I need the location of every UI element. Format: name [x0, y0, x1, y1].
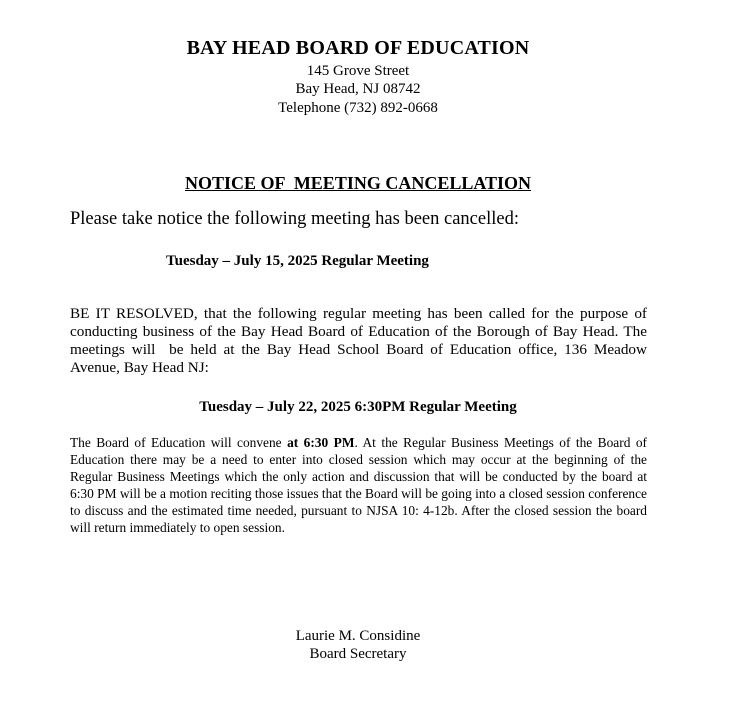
- resolution-paragraph: BE IT RESOLVED, that the following regular meeting has been called for the purpose of conducting business of the Bay Head Board of Education of the Borough of Bay Head. The meetings will be held at the Bay Head School Board of Education office, 136 Meadow Avenue, Bay Head NJ:: [70, 305, 651, 376]
- convene-lead: The Board of Education will convene: [70, 435, 288, 450]
- convene-time: at 6:30 PM: [287, 435, 355, 450]
- org-name: BAY HEAD BOARD OF EDUCATION: [186, 37, 530, 59]
- address-street: 145 Grove Street: [306, 63, 410, 79]
- telephone: Telephone (732) 892-0668: [278, 100, 438, 116]
- address-city: Bay Head, NJ 08742: [295, 81, 421, 97]
- signature-title: Board Secretary: [309, 646, 407, 662]
- new-meeting: Tuesday – July 22, 2025 6:30PM Regular Meeting: [199, 399, 517, 415]
- cancelled-meeting: Tuesday – July 15, 2025 Regular Meeting: [166, 253, 429, 269]
- notice-title: NOTICE OF MEETING CANCELLATION: [184, 173, 532, 193]
- convene-paragraph: [70, 434, 647, 536]
- signature-name: Laurie M. Considine: [295, 628, 421, 644]
- convene-rest: . At the Regular Business Meetings of the Board of Education there may be a need to enter into closed session which may occur at the beginning of the Regular Business Meetings which the only action and discussion that will be conducted by the board at 6:30 PM will be a motion reciting those issues that the Board will be going into a closed session conference to discuss and the estimated time needed, pursuant to NJSA 10: 4-12b. After the closed session the board will return immediately to open session.: [70, 435, 648, 535]
- notice-intro: Please take notice the following meeting has been cancelled:: [70, 209, 519, 229]
